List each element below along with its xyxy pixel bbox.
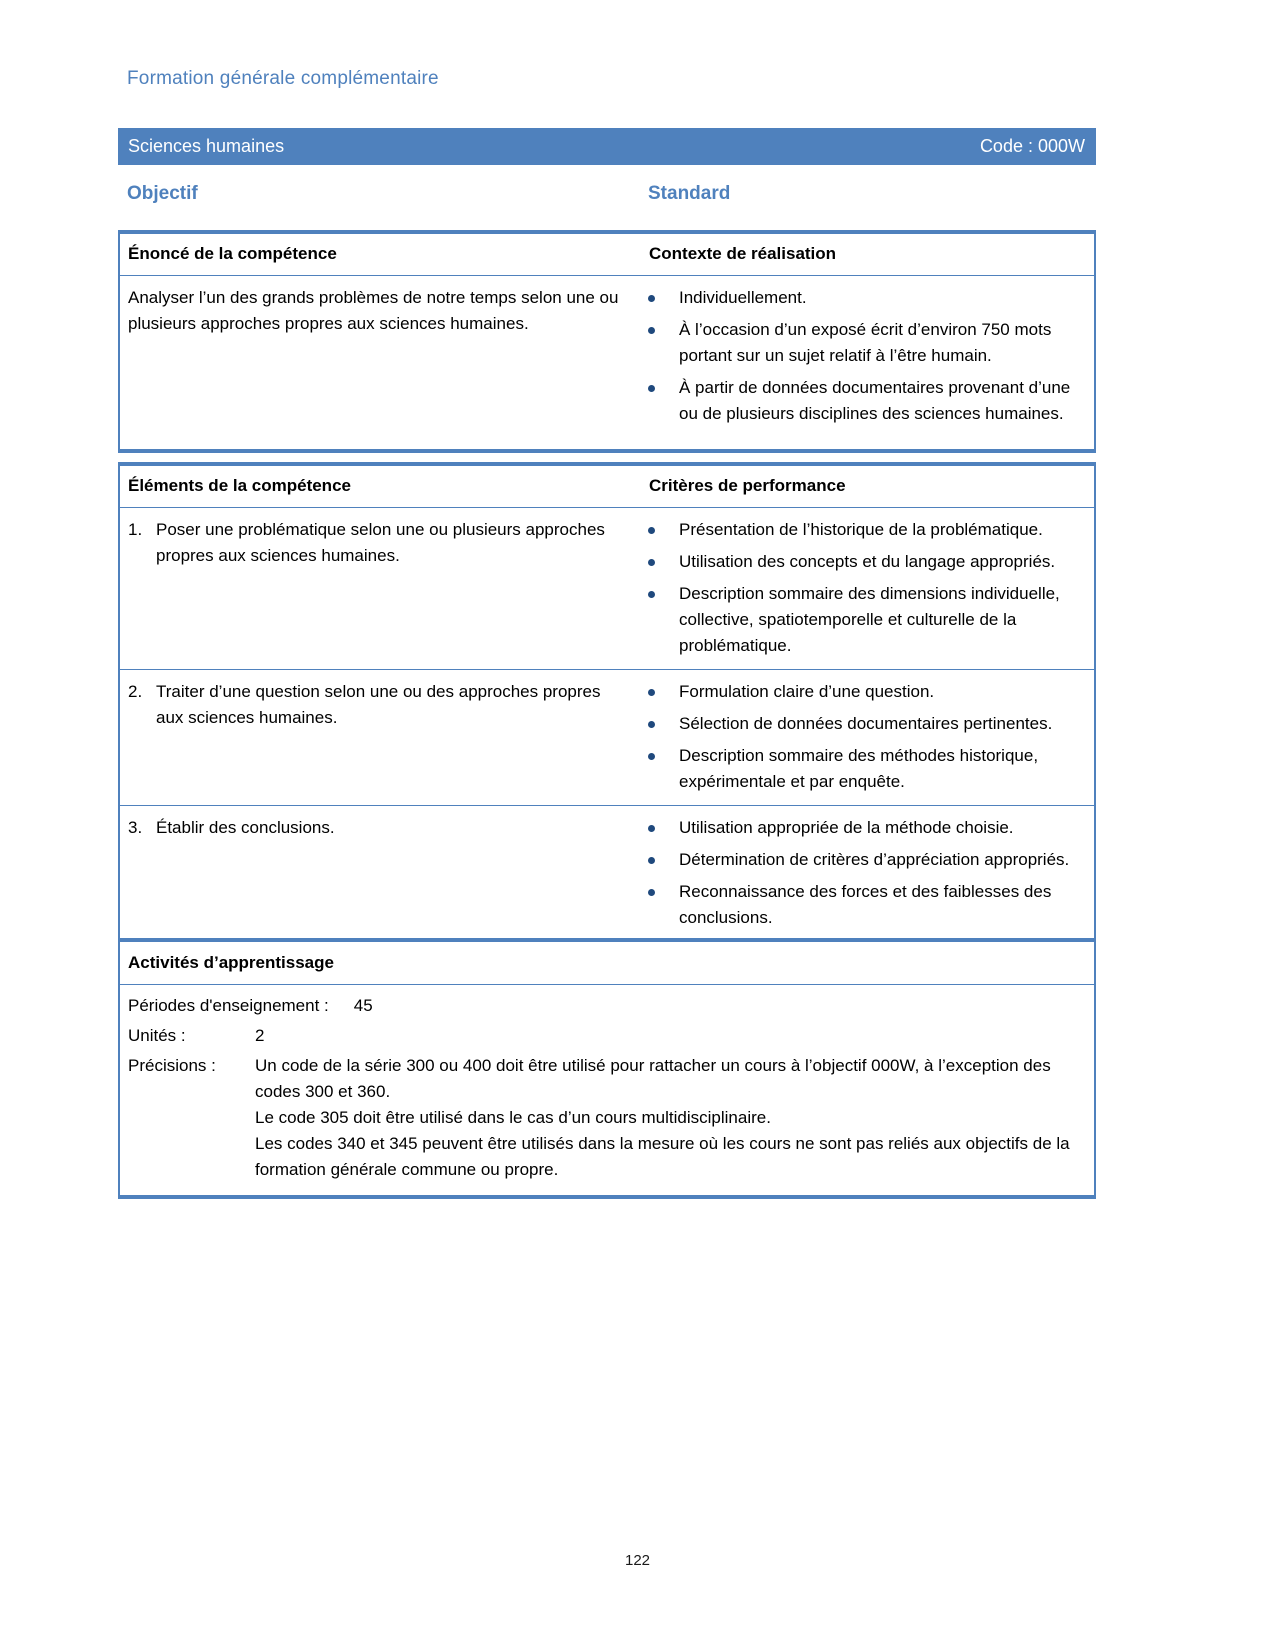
periods-label: Périodes d'enseignement :: [128, 996, 329, 1015]
table2-left-header: Éléments de la compétence: [128, 476, 351, 495]
bullet-icon: [648, 689, 655, 696]
precisions-row: [128, 1053, 1086, 1183]
list-item: Présentation de l’historique de la problématique.: [642, 517, 1088, 543]
page-number: 122: [624, 1552, 651, 1569]
table1-left-header: Énoncé de la compétence: [128, 244, 337, 263]
competency-elements-table: [118, 462, 1096, 977]
units-label: Unités :: [128, 1026, 186, 1045]
list-item: Description sommaire des dimensions individuelle, collective, spatiotemporelle et culturelle de la problématique.: [642, 581, 1088, 659]
precisions-text: [255, 1053, 1086, 1183]
banner-subject: Sciences humaines: [128, 136, 285, 156]
bullet-icon: [648, 385, 655, 392]
element-text: Traiter d’une question selon une ou des approches propres aux sciences humaines.: [156, 682, 601, 727]
precision-paragraph: Un code de la série 300 ou 400 doit être utilisé pour rattacher un cours à l’objectif 000W, à l’exception des codes 300 et 360.: [255, 1056, 1051, 1101]
bullet-icon: [648, 559, 655, 566]
bullet-icon: [648, 591, 655, 598]
learning-activities-table: [118, 938, 1096, 1199]
list-item: Utilisation appropriée de la méthode choisie.: [642, 815, 1088, 841]
section-title: Formation générale complémentaire: [127, 68, 439, 89]
list-item: Description sommaire des méthodes historique, expérimentale et par enquête.: [642, 743, 1088, 795]
element-text: Poser une problématique selon une ou plusieurs approches propres aux sciences humaines.: [156, 520, 605, 565]
list-item: À l’occasion d’un exposé écrit d’environ 750 mots portant sur un sujet relatif à l’être humain.: [642, 317, 1088, 369]
table-row: [120, 669, 1094, 805]
units-row: [128, 1023, 1086, 1049]
bullet-icon: [648, 527, 655, 534]
column-headings: [118, 183, 1096, 211]
table3-body: [120, 985, 1094, 1195]
element-cell: [120, 508, 640, 669]
criteria-cell: [640, 508, 1094, 669]
list-item: Détermination de critères d’appréciation appropriés.: [642, 847, 1088, 873]
table2-right-header: Critères de performance: [649, 476, 846, 495]
bullet-icon: [648, 857, 655, 864]
criteria-cell: [640, 670, 1094, 805]
objectif-heading: Objectif: [127, 183, 198, 204]
banner-code: Code : 000W: [979, 136, 1085, 156]
list-item: Individuellement.: [642, 285, 1088, 311]
subject-banner: [118, 128, 1096, 165]
list-item: Reconnaissance des forces et des faiblesses des conclusions.: [642, 879, 1088, 931]
bullet-icon: [648, 825, 655, 832]
table2-header-row: [120, 466, 1094, 508]
periods-value: 45: [353, 996, 373, 1015]
bullet-icon: [648, 889, 655, 896]
realisation-context: [640, 276, 1094, 449]
bullet-icon: [648, 295, 655, 302]
list-item: Sélection de données documentaires pertinentes.: [642, 711, 1088, 737]
bullet-icon: [648, 721, 655, 728]
list-item: Formulation claire d’une question.: [642, 679, 1088, 705]
table1-body-row: [120, 276, 1094, 449]
bullet-icon: [648, 327, 655, 334]
units-value: 2: [255, 1026, 265, 1045]
element-cell: [120, 670, 640, 805]
bullet-icon: [648, 753, 655, 760]
item-number: 3.: [128, 818, 143, 837]
precision-paragraph: Les codes 340 et 345 peuvent être utilisés dans la mesure où les cours ne sont pas reliés aux objectifs de la formation générale commune ou propre.: [255, 1134, 1070, 1179]
list-item: À partir de données documentaires provenant d’une ou de plusieurs disciplines des sciences humaines.: [642, 375, 1088, 427]
precision-paragraph: Le code 305 doit être utilisé dans le cas d’un cours multidisciplinaire.: [255, 1108, 771, 1127]
table3-header: Activités d’apprentissage: [120, 942, 1094, 985]
list-item: Utilisation des concepts et du langage appropriés.: [642, 549, 1088, 575]
element-text: Établir des conclusions.: [156, 818, 335, 837]
periods-row: [128, 993, 1086, 1019]
table-row: [120, 508, 1094, 669]
item-number: 1.: [128, 520, 143, 539]
standard-heading: Standard: [648, 183, 731, 204]
competency-statement-table: [118, 230, 1096, 453]
precisions-label: Précisions :: [128, 1056, 216, 1075]
competency-statement: Analyser l’un des grands problèmes de notre temps selon une ou plusieurs approches propres aux sciences humaines.: [128, 288, 619, 333]
table1-right-header: Contexte de réalisation: [649, 244, 837, 263]
table1-header-row: [120, 234, 1094, 276]
item-number: 2.: [128, 682, 143, 701]
